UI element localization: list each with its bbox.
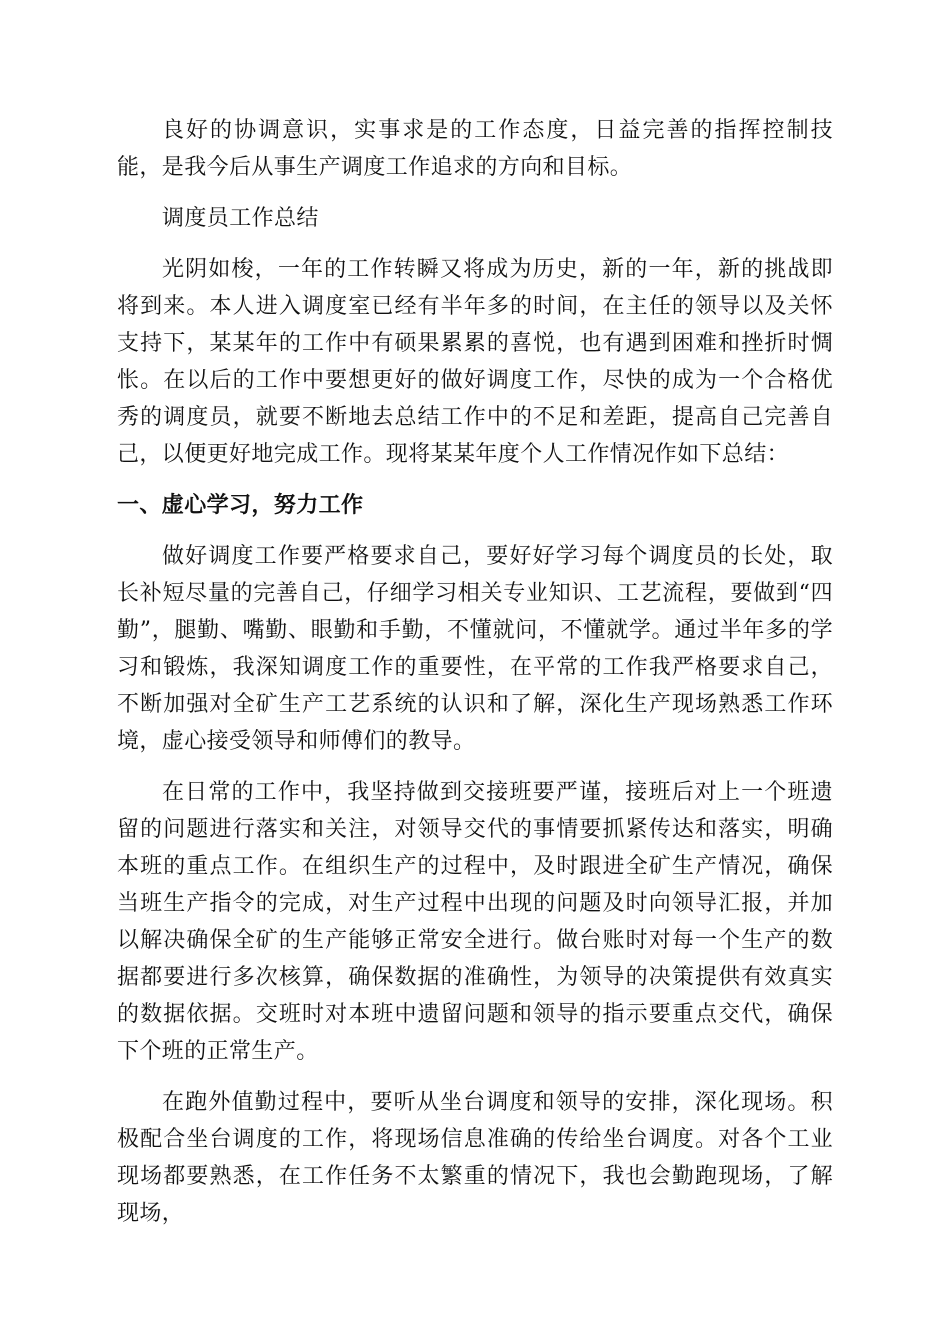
paragraph-5: 在跑外值勤过程中，要听从坐台调度和领导的安排，深化现场。积极配合坐台调度的工作，将现场信息准确的传给坐台调度。对各个工业现场都要熟悉，在工作任务不太繁重的情况下，我也会勤跑现场，了解现场，: [117, 1090, 833, 1226]
paragraph-2: 光阴如梭，一年的工作转瞬又将成为历史，新的一年，新的挑战即将到来。本人进入调度室已经有半年多的时间，在主任的领导以及关怀支持下，某某年的工作中有硕果累累的喜悦，也有遇到困难和挫折时惆怅。在以后的工作中要想更好的做好调度工作，尽快的成为一个合格优秀的调度员，就要不断地去总结工作中的不足和差距，提高自己完善自己，以便更好地完成工作。现将某某年度个人工作情况作如下总结：: [117, 257, 833, 467]
paragraph-3: 做好调度工作要严格要求自己，要好好学习每个调度员的长处，取长补短尽量的完善自己，仔细学习相关专业知识、工艺流程，要做到“四勤”，腿勤、嘴勤、眼勤和手勤，不懂就问，不懂就学。通过半年多的学习和锻炼，我深知调度工作的重要性，在平常的工作我严格要求自己，不断加强对全矿生产工艺系统的认识和了解，深化生产现场熟悉工作环境，虚心接受领导和师傅们的教导。: [117, 544, 833, 754]
heading-1: 一、虚心学习，努力工作: [117, 493, 364, 518]
paragraph-1: 良好的协调意识，实事求是的工作态度，日益完善的指挥控制技能，是我今后从事生产调度工作追求的方向和目标。: [117, 118, 833, 180]
paragraph-4: 在日常的工作中，我坚持做到交接班要严谨，接班后对上一个班遗留的问题进行落实和关注，对领导交代的事情要抓紧传达和落实，明确本班的重点工作。在组织生产的过程中，及时跟进全矿生产情况，确保当班生产指令的完成，对生产过程中出现的问题及时向领导汇报，并加以解决确保全矿的生产能够正常安全进行。做台账时对每一个生产的数据都要进行多次核算，确保数据的准确性，为领导的决策提供有效真实的数据依据。交班时对本班中遗留问题和领导的指示要重点交代，确保下个班的正常生产。: [117, 780, 833, 1064]
document-body: [117, 112, 833, 1232]
section-title: 调度员工作总结: [162, 206, 319, 231]
